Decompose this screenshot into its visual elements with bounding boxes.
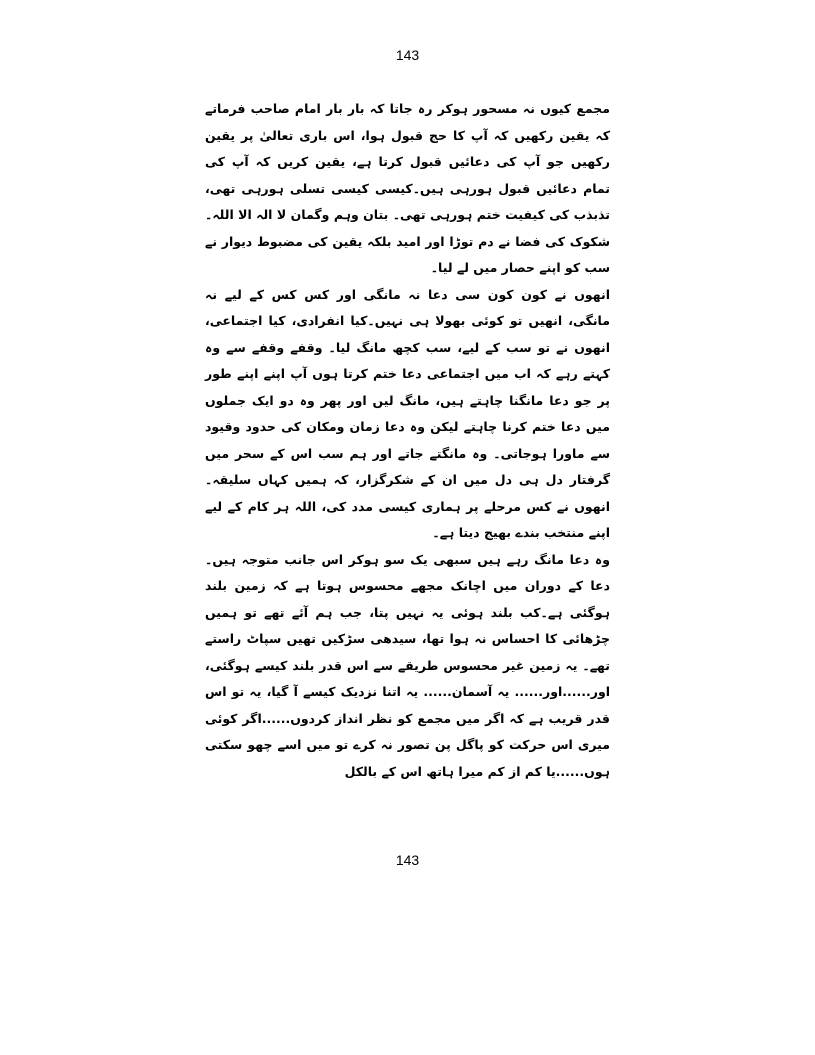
paragraph-3: وہ دعا مانگ رہے ہیں سبھی یک سو ہوکر اس جانب متوجہ ہیں۔دعا کے دوران میں اچانک مجھے محسوس ہوتا ہے کہ زمین بلند ہوگئی ہے۔کب بلند ہوئی یہ نہیں پتا، جب ہم آئے تھے تو ہمیں چڑھائی کا احساس نہ ہوا تھا، سیدھی سڑکیں تھیں سپاٹ راستے تھے۔ یہ زمین غیر محسوس طریقے سے اس قدر بلند کیسے ہوگئی، اور......اور...... یہ آسمان...... یہ اتنا نزدیک کیسے آ گیا، یہ تو اس قدر قریب ہے کہ اگر میں مجمع کو نظر انداز کردوں......اگر کوئی میری اس حرکت کو پاگل پن تصور نہ کرے تو میں اسے چھو سکتی ہوں......یا کم از کم میرا ہاتھ اس کے بالکل	[205, 551, 610, 779]
paragraph-1: مجمع کیوں نہ مسحور ہوکر رہ جاتا کہ بار بار امام صاحب فرماتے کہ یقین رکھیں کہ آپ کا حج قبول ہوا، اس باری تعالیٰ پر یقین رکھیں جو آپ کی دعائیں قبول کرتا ہے، یقین کریں کہ آپ کی تمام دعائیں قبول ہورہی ہیں۔کیسی کیسی تسلی ہورہی تھی، تذبذب کی کیفیت ختم ہورہی تھی۔ بتان وہم وگمان لا الہ الا اللہ۔شکوک کی فضا نے دم توڑا اور امید بلکہ یقین کی مضبوط دیوار نے سب کو اپنے حصار میں لے لیا۔	[205, 101, 610, 275]
page-number-top: 143	[395, 47, 420, 63]
page-number-bottom: 143	[395, 852, 420, 868]
body-text	[205, 96, 610, 785]
paragraph-2: انھوں نے کون کون سی دعا نہ مانگی اور کس کس کے لیے نہ مانگی، انھیں تو کوئی بھولا ہی نہیں۔کیا انفرادی، کیا اجتماعی، انھوں نے تو سب کے لیے، سب کچھ مانگ لیا۔ وقفے وقفے سے وہ کہتے رہے کہ اب میں اجتماعی دعا ختم کرتا ہوں آپ اپنے اپنے طور پر جو دعا مانگنا چاہتے ہیں، مانگ لیں اور پھر وہ دو ایک جملوں میں دعا ختم کرنا چاہتے لیکن وہ دعا زمان ومکان کی حدود وقیود سے ماورا ہوجاتی۔ وہ مانگتے جاتے اور ہم سب اس کے سحر میں گرفتار دل ہی دل میں ان کے شکرگزار، کہ ہمیں کہاں سلیقہ۔انھوں نے کس مرحلے پر ہماری کیسی مدد کی، اللہ ہر کام کے لیے اپنے منتخب بندے بھیج دیتا ہے۔	[205, 286, 610, 540]
